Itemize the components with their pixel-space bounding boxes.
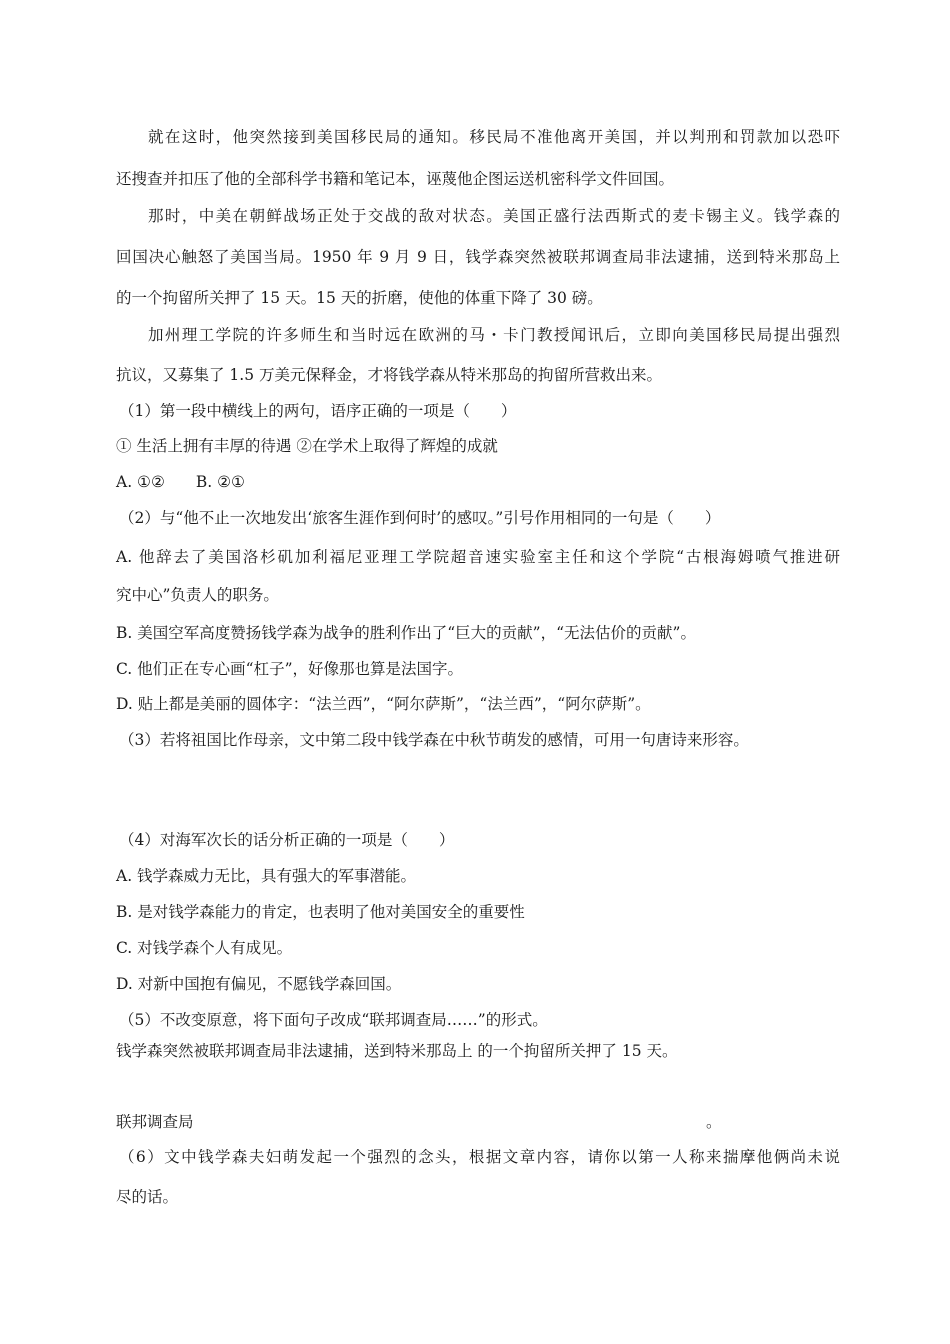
passage-line: 的一个拘留所关押了 15 天。15 天的折磨，使他的体重下降了 30 磅。: [116, 289, 603, 307]
question-4-option-d: D. 对新中国抱有偏见，不愿钱学森回国。: [116, 975, 402, 993]
question-5-answer-end: 。: [706, 1113, 722, 1131]
question-1-items: ① 生活上拥有丰厚的待遇 ②在学术上取得了辉煌的成就: [116, 437, 498, 455]
passage-line: 那时，中美在朝鲜战场正处于交战的敌对状态。美国正盛行法西斯式的麦卡锡主义。钱学森的: [148, 207, 840, 225]
question-5-sentence: 钱学森突然被联邦调查局非法逮捕，送到特米那岛上 的一个拘留所关押了 15 天。: [116, 1042, 678, 1060]
passage-line: 回国决心触怒了美国当局。1950 年 9 月 9 日，钱学森突然被联邦调查局非法逮捕，送到特米那岛上: [116, 248, 840, 266]
question-6: （6）文中钱学森夫妇萌发起一个强烈的念头，根据文章内容，请你以第一人称来揣摩他俩尚未说: [119, 1148, 840, 1166]
question-2-option-a: A. 他辞去了美国洛杉矶加利福尼亚理工学院超音速实验室主任和这个学院“古根海姆喷气推进研: [116, 548, 840, 566]
passage-line: 抗议，又募集了 1.5 万美元保释金，才将钱学森从特米那岛的拘留所营救出来。: [116, 366, 663, 384]
question-4-option-c: C. 对钱学森个人有成见。: [116, 939, 293, 957]
question-2: （2）与“他不止一次地发出‘旅客生涯作到何时’的感叹。”引号作用相同的一句是（ ）: [119, 509, 721, 527]
question-6-cont: 尽的话。: [116, 1188, 179, 1206]
question-1: （1）第一段中横线上的两句，语序正确的一项是（ ）: [119, 402, 517, 420]
question-4: （4）对海军次长的话分析正确的一项是（ ）: [119, 831, 455, 849]
question-5-answer-start: 联邦调查局: [116, 1113, 194, 1131]
question-3: （3）若将祖国比作母亲，文中第二段中钱学森在中秋节萌发的感情，可用一句唐诗来形容。: [119, 731, 749, 749]
question-5: （5）不改变原意，将下面句子改成“联邦调查局……”的形式。: [119, 1011, 548, 1029]
question-2-option-d: D. 贴上都是美丽的圆体字：“法兰西”，“阿尔萨斯”，“法兰西”，“阿尔萨斯”。: [116, 695, 651, 713]
passage-line: 加州理工学院的许多师生和当时远在欧洲的马・卡门教授闻讯后，立即向美国移民局提出强烈: [148, 326, 840, 344]
question-4-option-b: B. 是对钱学森能力的肯定，也表明了他对美国安全的重要性: [116, 903, 525, 921]
question-4-option-a: A. 钱学森威力无比，具有强大的军事潜能。: [116, 867, 417, 885]
passage-line: 还搜查并扣压了他的全部科学书籍和笔记本，诬蔑他企图运送机密科学文件回国。: [116, 170, 675, 188]
question-1-options: A. ①② B. ②①: [116, 473, 245, 491]
question-2-option-b: B. 美国空军高度赞扬钱学森为战争的胜利作出了“巨大的贡献”，“无法估价的贡献”。: [116, 624, 696, 642]
question-2-option-a-cont: 究中心”负责人的职务。: [116, 586, 279, 604]
passage-line: 就在这时，他突然接到美国移民局的通知。移民局不准他离开美国，并以判刑和罚款加以恐吓: [148, 128, 840, 146]
question-2-option-c: C. 他们正在专心画“杠子”，好像那也算是法国字。: [116, 660, 464, 678]
